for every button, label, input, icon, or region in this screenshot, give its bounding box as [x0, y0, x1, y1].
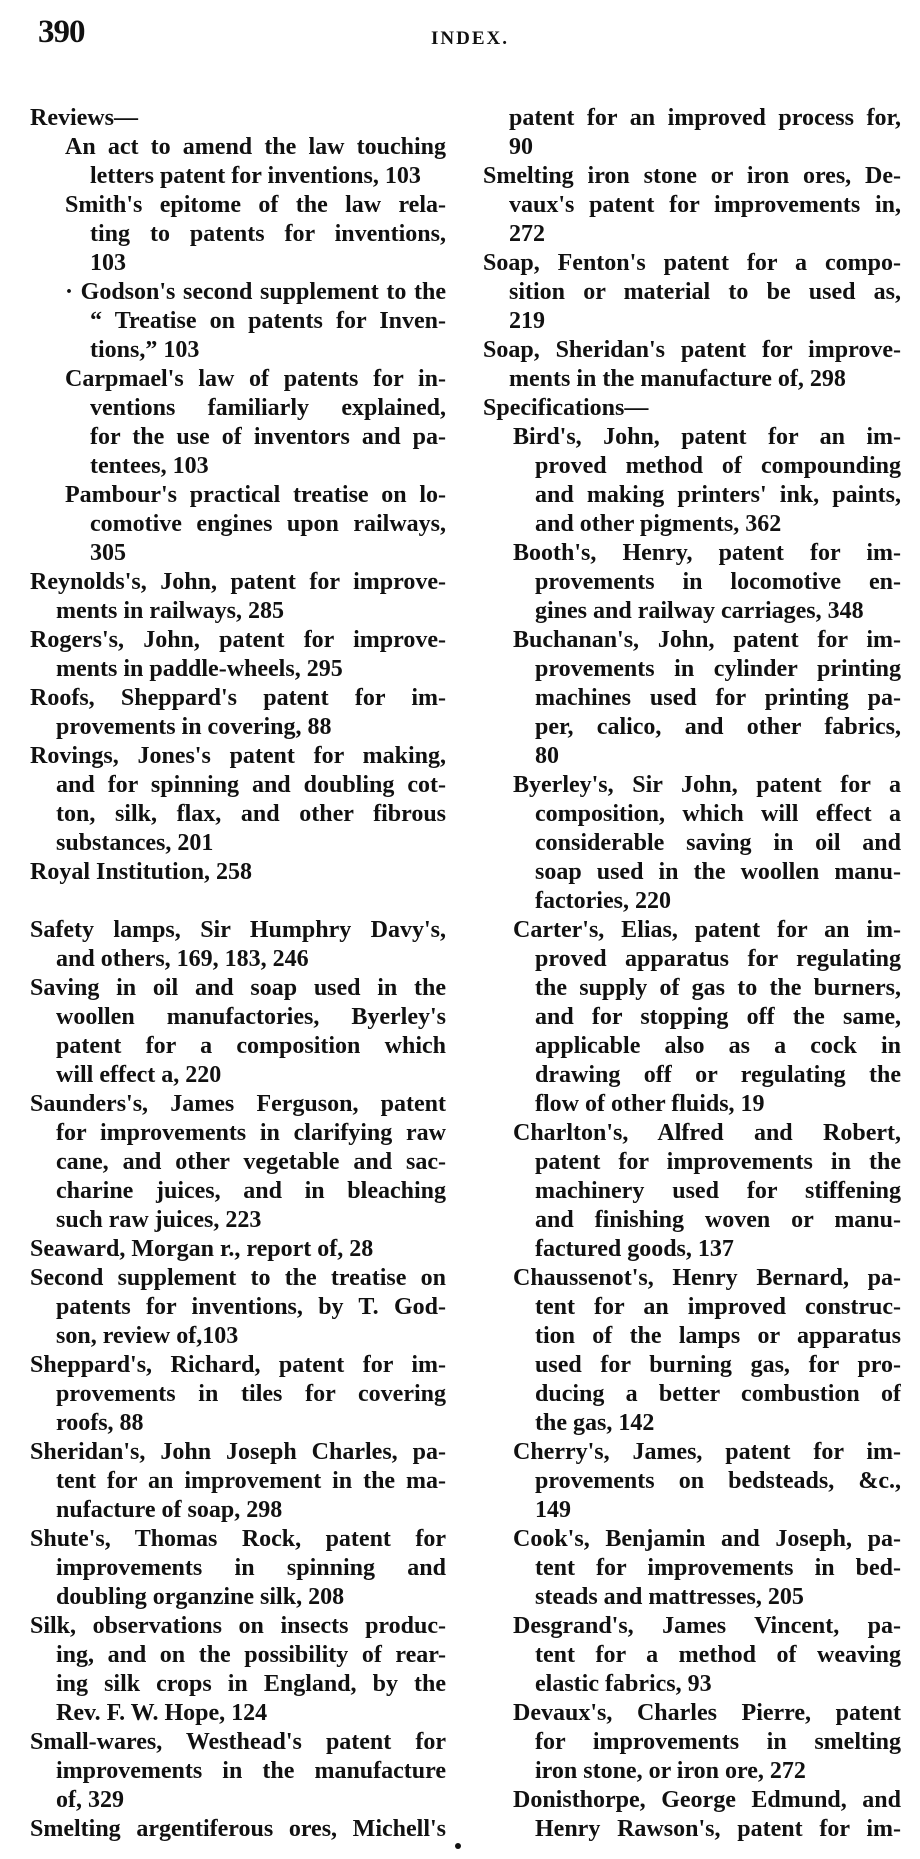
index-entry-heading-line: Smelting iron stone or iron ores, De- [483, 163, 901, 189]
index-entry-heading-line: Donisthorpe, George Edmund, and [513, 1787, 901, 1813]
index-entry-continuation-line: patent for improvements in the [535, 1149, 901, 1175]
index-entry-continuation-line: cane, and other vegetable and sac- [56, 1149, 446, 1175]
index-entry [30, 1351, 446, 1438]
blank-separator [30, 887, 446, 916]
index-entry-continuation-line: “ Treatise on patents for Inven- [90, 308, 446, 334]
index-entry-continuation-line: ments in the manufacture of, 298 [509, 366, 846, 392]
index-entry-heading-line: Soap, Sheridan's patent for improve- [483, 337, 901, 363]
index-entry-continuation-line: sition or material to be used as, [509, 279, 901, 305]
index-column-left [30, 104, 446, 1844]
index-entry [30, 1090, 446, 1235]
index-entry [30, 1235, 446, 1264]
index-entry-continuation-line: and other pigments, 362 [535, 511, 782, 537]
index-entry-continuation-line: charine juices, and in bleaching [56, 1178, 446, 1204]
index-entry-continuation-line: will effect a, 220 [56, 1062, 222, 1088]
index-entry-continuation-line: for improvements in smelting [535, 1729, 901, 1755]
index-entry [30, 1815, 446, 1844]
index-entry-continuation-line: nufacture of soap, 298 [56, 1497, 283, 1523]
index-entry-continuation-line: gines and railway carriages, 348 [535, 598, 864, 624]
index-entry-heading-line: An act to amend the law touching [65, 134, 446, 160]
index-entry [483, 249, 901, 336]
index-entry-heading-line: Carter's, Elias, patent for an im- [513, 917, 901, 943]
index-entry-continuation-line: applicable also as a cock in [535, 1033, 901, 1059]
index-entry-heading-line: Smith's epitome of the law rela- [65, 192, 446, 218]
index-entry-heading-line: Rovings, Jones's patent for making, [30, 743, 446, 769]
index-entry [30, 191, 446, 278]
index-entry-heading-line: Royal Institution, 258 [30, 859, 253, 885]
index-entry-continuation-line: letters patent for inventions, 103 [90, 163, 421, 189]
index-entry-continuation-line: improvements in the manufacture [56, 1758, 446, 1784]
index-entry-continuation-line: doubling organzine silk, 208 [56, 1584, 345, 1610]
page-number: 390 [38, 14, 85, 50]
index-entry [30, 104, 446, 133]
index-entry [483, 1264, 901, 1438]
index-entry-heading-line: Shute's, Thomas Rock, patent for [30, 1526, 446, 1552]
index-entry-continuation-line: machinery used for stiffening [535, 1178, 901, 1204]
index-entry [30, 365, 446, 481]
index-entry-continuation-line: woollen manufactories, Byerley's [56, 1004, 446, 1030]
index-entry-continuation-line: per, calico, and other fabrics, [535, 714, 901, 740]
running-head: INDEX. [431, 28, 509, 49]
index-entry [483, 771, 901, 916]
index-entry-heading-line: Buchanan's, John, patent for im- [513, 627, 901, 653]
index-entry-heading-line: Saunders's, James Ferguson, patent [30, 1091, 446, 1117]
index-entry-heading-line: Desgrand's, James Vincent, pa- [513, 1613, 901, 1639]
index-entry [30, 742, 446, 858]
blank-line [30, 887, 446, 916]
index-entry-continuation-line: comotive engines upon railways, [90, 511, 446, 537]
index-entry-continuation-line: son, review of,103 [56, 1323, 239, 1349]
index-entry [483, 162, 901, 249]
index-entry [483, 626, 901, 771]
index-entry-continuation-line: ing, and on the possibility of rear- [56, 1642, 446, 1668]
index-entry-continuation-line: the supply of gas to the burners, [535, 975, 901, 1001]
index-entry [30, 1728, 446, 1815]
index-entry [483, 1525, 901, 1612]
index-entry [483, 423, 901, 539]
index-entry-continuation-line: tent for an improvement in the ma- [56, 1468, 446, 1494]
index-entry [30, 1264, 446, 1351]
index-entry-continuation-line: iron stone, or iron ore, 272 [535, 1758, 806, 1784]
index-entry [483, 1786, 901, 1844]
index-entry [30, 568, 446, 626]
index-entry-continuation-line: flow of other fluids, 19 [535, 1091, 765, 1117]
index-entry-continuation-line: patents for inventions, by T. God- [56, 1294, 446, 1320]
index-entry [483, 916, 901, 1119]
index-entry-heading-line: Roofs, Sheppard's patent for im- [30, 685, 446, 711]
index-entry-continuation-line: provements on bedsteads, &c., [535, 1468, 901, 1494]
index-entry-continuation-line: tion of the lamps or apparatus [535, 1323, 901, 1349]
index-entry-continuation-line: machines used for printing pa- [535, 685, 901, 711]
index-entry-heading-line: Small-wares, Westhead's patent for [30, 1729, 446, 1755]
index-entry [30, 278, 446, 365]
index-entry-heading-line: Chaussenot's, Henry Bernard, pa- [513, 1265, 901, 1291]
index-entry-heading-line: Sheppard's, Richard, patent for im- [30, 1352, 446, 1378]
index-entry-continuation-line: tent for improvements in bed- [535, 1555, 901, 1581]
index-entry-heading-line: patent for an improved process for, [509, 105, 901, 131]
index-entry [483, 104, 901, 162]
index-entry-continuation-line: and for spinning and doubling cot- [56, 772, 446, 798]
index-entry-continuation-line: provements in covering, 88 [56, 714, 332, 740]
index-entry-heading-line: Silk, observations on insects produc- [30, 1613, 446, 1639]
index-entry-continuation-line: roofs, 88 [56, 1410, 144, 1436]
index-entry-heading-line: Cherry's, James, patent for im- [513, 1439, 901, 1465]
index-entry-heading-line: Byerley's, Sir John, patent for a [513, 772, 901, 798]
index-entry [483, 394, 901, 423]
index-entry [30, 1438, 446, 1525]
index-entry-continuation-line: composition, which will effect a [535, 801, 901, 827]
index-entry [483, 1119, 901, 1264]
index-entry-continuation-line: such raw juices, 223 [56, 1207, 262, 1233]
index-entry-heading-line: Charlton's, Alfred and Robert, [513, 1120, 901, 1146]
index-column-right [483, 104, 901, 1844]
print-speck [455, 1843, 461, 1849]
index-entry-continuation-line: factured goods, 137 [535, 1236, 734, 1262]
index-entry-continuation-line: 80 [535, 743, 559, 769]
index-entry-continuation-line: tent for a method of weaving [535, 1642, 901, 1668]
index-entry-continuation-line: of, 329 [56, 1787, 124, 1813]
index-entry-continuation-line: provements in locomotive en- [535, 569, 901, 595]
index-entry-heading-line: Rogers's, John, patent for improve- [30, 627, 446, 653]
index-entry-continuation-line: 149 [535, 1497, 571, 1523]
index-entry-continuation-line: and making printers' ink, paints, [535, 482, 901, 508]
index-entry-continuation-line: considerable saving in oil and [535, 830, 901, 856]
index-entry [30, 1612, 446, 1728]
index-entry-continuation-line: ducing a better combustion of [535, 1381, 901, 1407]
index-entry-heading-line: Carpmael's law of patents for in- [65, 366, 446, 392]
index-entry-heading-line: Safety lamps, Sir Humphry Davy's, [30, 917, 446, 943]
index-entry-heading-line: Cook's, Benjamin and Joseph, pa- [513, 1526, 901, 1552]
index-entry-heading-line: Soap, Fenton's patent for a compo- [483, 250, 901, 276]
index-entry [483, 1612, 901, 1699]
index-entry-continuation-line: 103 [90, 250, 126, 276]
index-entry-continuation-line: drawing off or regulating the [535, 1062, 901, 1088]
index-entry-continuation-line: the gas, 142 [535, 1410, 655, 1436]
index-entry-heading-line: Seaward, Morgan r., report of, 28 [30, 1236, 374, 1262]
index-entry-continuation-line: Henry Rawson's, patent for im- [535, 1816, 901, 1842]
index-entry-heading-line: Reviews— [30, 105, 138, 131]
index-entry-continuation-line: ing silk crops in England, by the [56, 1671, 446, 1697]
index-entry [30, 133, 446, 191]
index-entry-heading-line: Reynolds's, John, patent for improve- [30, 569, 446, 595]
index-entry-continuation-line: and others, 169, 183, 246 [56, 946, 309, 972]
index-entry-heading-line: Saving in oil and soap used in the [30, 975, 446, 1001]
index-entry-heading-line: · Godson's second supplement to the [65, 279, 446, 305]
index-entry [483, 539, 901, 626]
index-entry-continuation-line: 219 [509, 308, 545, 334]
index-entry [30, 1525, 446, 1612]
index-entry-continuation-line: tentees, 103 [90, 453, 209, 479]
index-entry-continuation-line: used for burning gas, for pro- [535, 1352, 901, 1378]
index-entry [30, 626, 446, 684]
index-entry-continuation-line: ting to patents for inventions, [90, 221, 446, 247]
index-entry-continuation-line: tent for an improved construc- [535, 1294, 901, 1320]
index-entry-continuation-line: for improvements in clarifying raw [56, 1120, 446, 1146]
index-entry-continuation-line: 272 [509, 221, 545, 247]
index-entry-continuation-line: ments in paddle-wheels, 295 [56, 656, 343, 682]
index-entry-heading-line: Sheridan's, John Joseph Charles, pa- [30, 1439, 446, 1465]
index-entry-continuation-line: for the use of inventors and pa- [90, 424, 446, 450]
index-entry-heading-line: Pambour's practical treatise on lo- [65, 482, 446, 508]
index-entry-continuation-line: ments in railways, 285 [56, 598, 284, 624]
index-entry-heading-line: Bird's, John, patent for an im- [513, 424, 901, 450]
index-entry-continuation-line: improvements in spinning and [56, 1555, 446, 1581]
index-entry-continuation-line: provements in tiles for covering [56, 1381, 446, 1407]
index-entry-continuation-line: vaux's patent for improvements in, [509, 192, 901, 218]
index-entry-heading-line: Specifications— [483, 395, 649, 421]
index-entry [483, 1699, 901, 1786]
index-entry-continuation-line: factories, 220 [535, 888, 671, 914]
index-entry-continuation-line: ventions familiarly explained, [90, 395, 446, 421]
index-entry [483, 1438, 901, 1525]
index-entry-continuation-line: patent for a composition which [56, 1033, 446, 1059]
index-entry-continuation-line: proved apparatus for regulating [535, 946, 901, 972]
index-entry [30, 916, 446, 974]
index-entry-continuation-line: soap used in the woollen manu- [535, 859, 901, 885]
index-entry-continuation-line: 90 [509, 134, 533, 160]
index-entry-continuation-line: tions,” 103 [90, 337, 200, 363]
index-entry [30, 858, 446, 887]
index-entry [483, 336, 901, 394]
index-entry-continuation-line: proved method of compounding [535, 453, 901, 479]
index-entry-continuation-line: Rev. F. W. Hope, 124 [56, 1700, 268, 1726]
index-entry-heading-line: Booth's, Henry, patent for im- [513, 540, 901, 566]
index-entry-continuation-line: provements in cylinder printing [535, 656, 901, 682]
index-entry-continuation-line: and finishing woven or manu- [535, 1207, 901, 1233]
index-entry-heading-line: Second supplement to the treatise on [30, 1265, 446, 1291]
index-entry-heading-line: Devaux's, Charles Pierre, patent [513, 1700, 901, 1726]
index-entry [30, 481, 446, 568]
index-entry-continuation-line: elastic fabrics, 93 [535, 1671, 712, 1697]
index-entry-continuation-line: and for stopping off the same, [535, 1004, 901, 1030]
index-entry-continuation-line: substances, 201 [56, 830, 214, 856]
index-entry [30, 974, 446, 1090]
index-entry-heading-line: Smelting argentiferous ores, Michell's [30, 1816, 446, 1842]
index-entry [30, 684, 446, 742]
index-entry-continuation-line: ton, silk, flax, and other fibrous [56, 801, 446, 827]
index-entry-continuation-line: 305 [90, 540, 126, 566]
index-entry-continuation-line: steads and mattresses, 205 [535, 1584, 804, 1610]
